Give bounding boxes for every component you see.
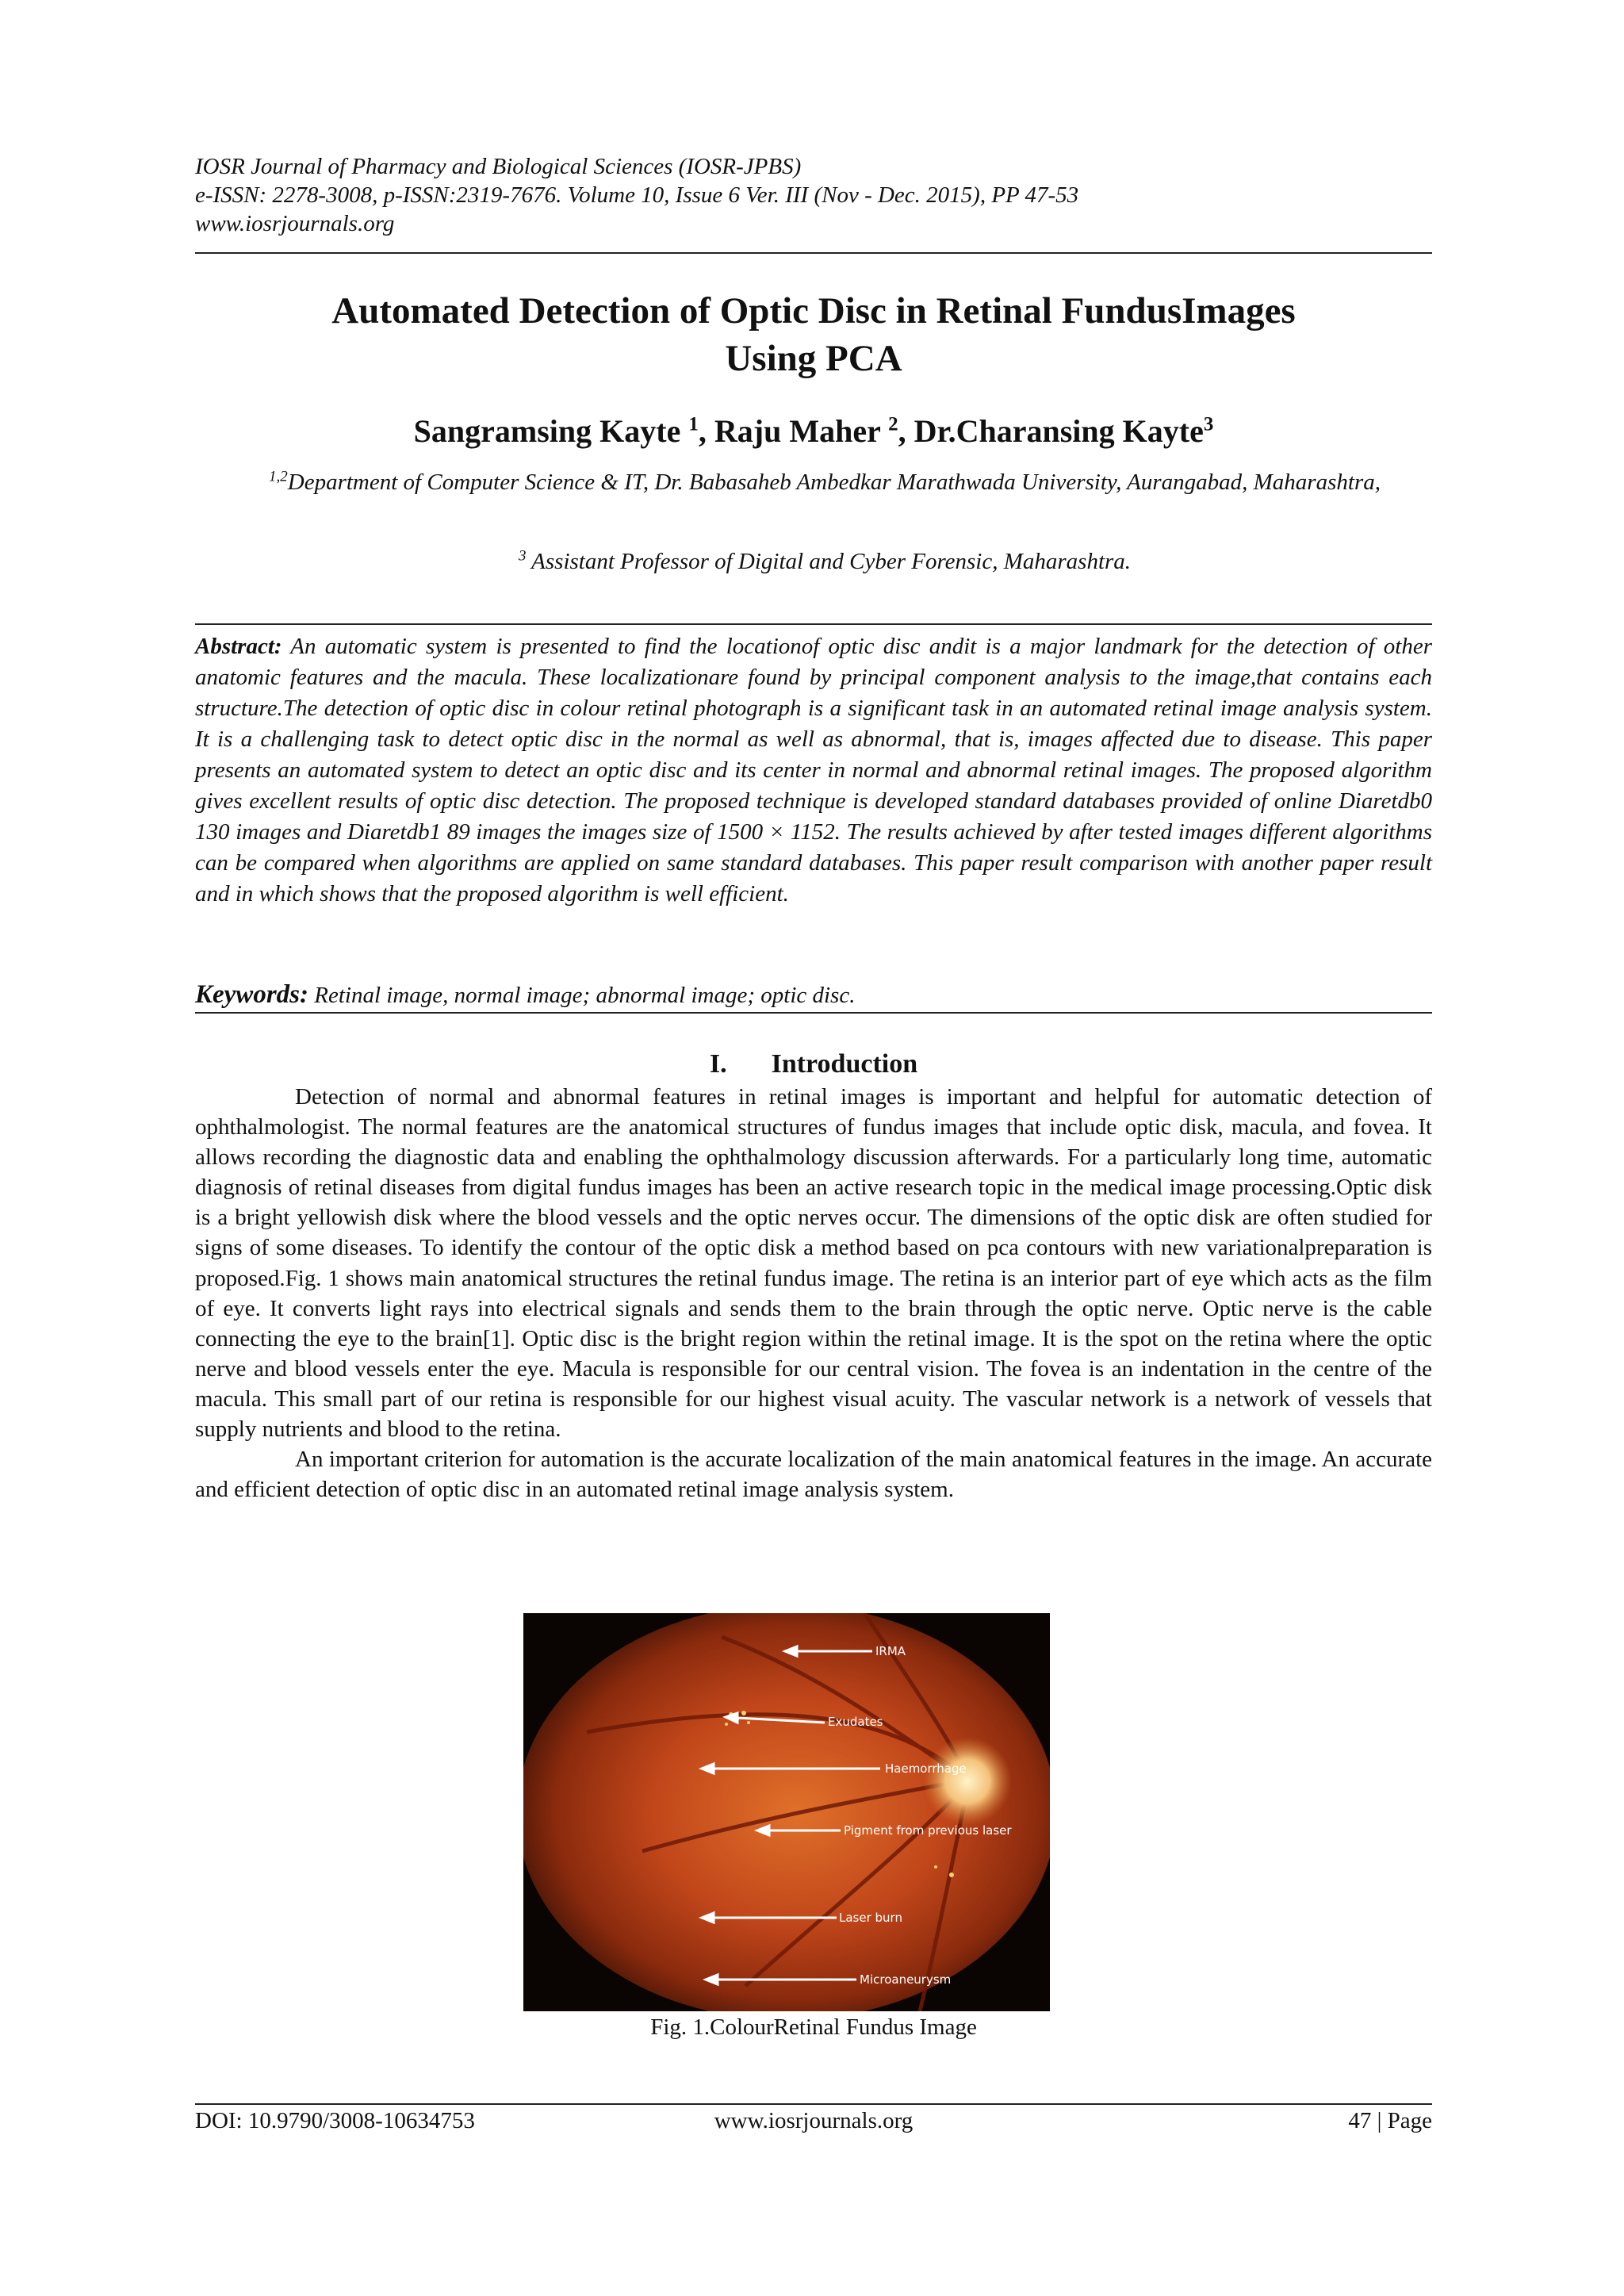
keywords-text: Retinal image, normal image; abnormal image; optic disc. [314, 983, 856, 1008]
author-separator: , [898, 413, 914, 449]
abstract-bottom-rule [195, 1012, 1432, 1014]
issn-line: e-ISSN: 2278-3008, p-ISSN:2319-7676. Volume 10, Issue 6 Ver. III (Nov - Dec. 2015), PP 47-53 [195, 182, 1079, 208]
footer-rule [195, 2103, 1432, 2105]
label-microaneurysm: Microaneurysm [860, 1972, 952, 1987]
section-title: Introduction [771, 1049, 918, 1079]
footer-website: www.iosrjournals.org [714, 2108, 914, 2133]
journal-name: IOSR Journal of Pharmacy and Biological Sciences (IOSR-JPBS) [195, 154, 802, 179]
fundus-image [523, 1613, 1050, 2011]
journal-header [195, 152, 1432, 238]
author-sup: 1 [688, 413, 699, 435]
author-sup: 2 [888, 413, 898, 435]
figure-caption: Fig. 1.ColourRetinal Fundus Image [650, 2014, 977, 2040]
label-laser-burn: Laser burn [839, 1911, 902, 1925]
intro-paragraph: Detection of normal and abnormal features in retinal images is important and helpful for automatic detection of ophthalmologist. The normal features are the anatomical structures of fundus images that include optic disk, macula, and fovea. It allows recording the diagnostic data and enabling the ophthalmology discussion afterwards. For a particularly long time, automatic diagnosis of retinal diseases from digital fundus images has been an active research topic in the medical image processing.Optic disk is a bright yellowish disk where the blood vessels and the optic nerves occur. The dimensions of the optic disk are often studied for signs of some diseases. To identify the contour of the optic disk a method based on pca contours with new variationalpreparation is proposed.Fig. 1 shows main anatomical structures the retinal fundus image. The retina is an interior part of eye which acts as the film of eye. It converts light rays into electrical signals and sends them to the brain through the optic nerve. Optic nerve is the cable connecting the eye to the brain[1]. Optic disc is the bright region within the retinal image. It is the spot on the retina where the optic nerve and blood vessels enter the eye. Macula is responsible for our central vision. The fovea is an indentation in the centre of the macula. This small part of our retina is responsible for our highest visual acuity. The vascular network is a network of vessels that supply nutrients and blood to the retina. [195, 1084, 1432, 1443]
header-rule [195, 252, 1432, 254]
label-exudates: Exudates [828, 1715, 883, 1729]
affiliation-1 [238, 468, 1411, 496]
author-list [195, 412, 1432, 450]
introduction-body [195, 1082, 1432, 1504]
author-sup: 3 [1203, 413, 1214, 435]
affiliation-sup: 3 [518, 547, 527, 565]
author-name: Sangramsing Kayte [413, 413, 681, 449]
keywords [195, 980, 1432, 1010]
section-number: I. [709, 1049, 727, 1079]
label-haemorrhage: Haemorrhage [885, 1761, 967, 1776]
abstract-label: Abstract: [195, 634, 282, 659]
author-name: Raju Maher [714, 413, 881, 449]
page-footer [195, 2106, 1432, 2138]
author-separator: , [698, 413, 714, 449]
keywords-label: Keywords: [195, 980, 308, 1009]
journal-website: www.iosrjournals.org [195, 211, 395, 236]
section-heading [195, 1048, 1432, 1080]
title-line-1: Automated Detection of Optic Disc in Retinal FundusImages [331, 290, 1296, 332]
abstract [195, 631, 1432, 910]
abstract-top-rule [195, 623, 1432, 625]
title-line-2: Using PCA [725, 338, 902, 379]
author-name: Dr.Charansing Kayte [914, 413, 1204, 449]
intro-paragraph: An important criterion for automation is the accurate localization of the main anatomical features in the image. An accurate and efficient detection of optic disc in an automated retinal image analysis system. [195, 1447, 1432, 1503]
affiliation-text: Assistant Professor of Digital and Cyber Forensic, Maharashtra. [531, 549, 1132, 574]
paper-title [195, 287, 1432, 382]
label-irma: IRMA [875, 1644, 906, 1658]
affiliation-sup: 1,2 [269, 468, 288, 485]
affiliation-2 [238, 547, 1411, 576]
label-pigment: Pigment from previous laser [844, 1823, 1012, 1838]
abstract-text: An automatic system is presented to find the locationof optic disc andit is a major landmark for the detection of other anatomic features and the macula. These localizationare found by principal component analysis to the image,that contains each structure.The detection of optic disc in colour retinal photograph is a significant task in an automated retinal image analysis system. It is a challenging task to detect optic disc in the normal as well as abnormal, that is, images affected due to disease. This paper presents an automated system to detect an optic disc and its center in normal and abnormal retinal images. The proposed algorithm gives excellent results of optic disc detection. The proposed technique is developed standard databases provided of online Diaretdb0 130 images and Diaretdb1 89 images the images size of 1500 × 1152. The results achieved by after tested images different algorithms can be compared when algorithms are applied on same standard databases. This paper result comparison with another paper result and in which shows that the proposed algorithm is well efficient. [195, 634, 1433, 907]
footer-page-number: 47 | Page [1348, 2108, 1432, 2133]
optic-disc [923, 1737, 1012, 1826]
affiliation-text: Department of Computer Science & IT, Dr. Babasaheb Ambedkar Marathwada University, Aurangabad, Maharashtra, [287, 470, 1381, 495]
fundus-figure [523, 1613, 1050, 2011]
footer-doi: DOI: 10.9790/3008-10634753 [195, 2108, 475, 2133]
